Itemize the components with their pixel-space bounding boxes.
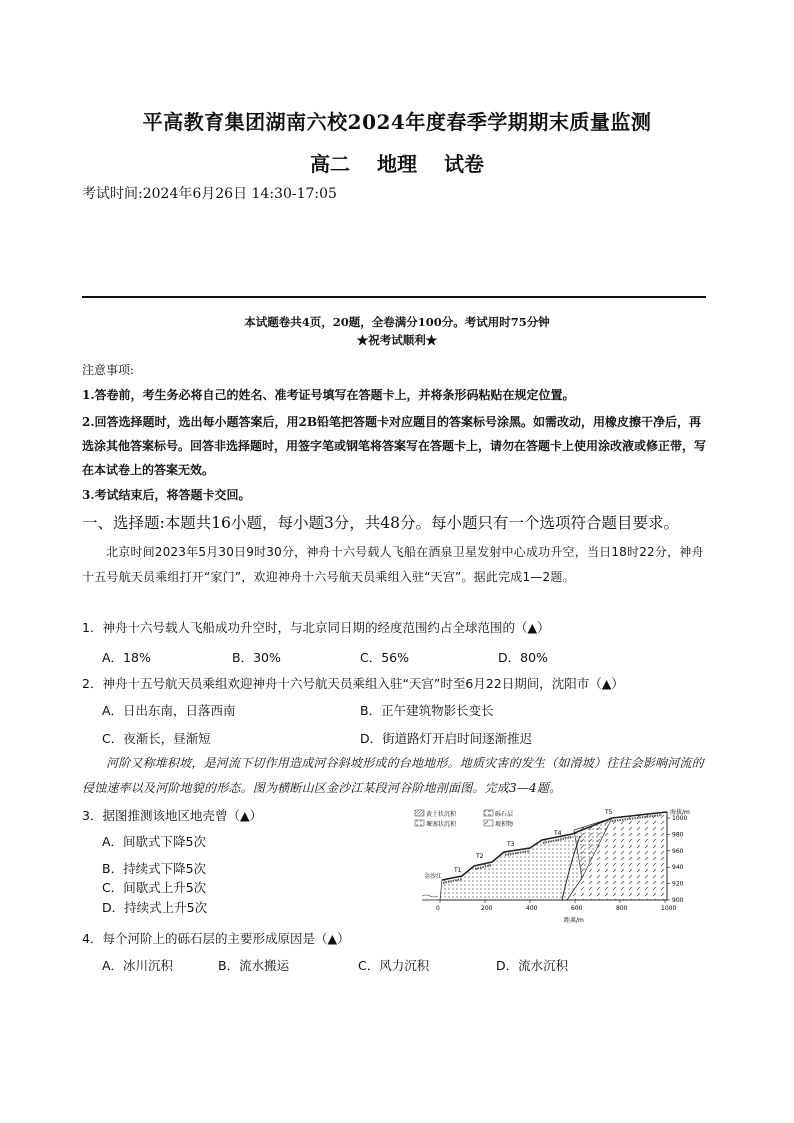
- question-3-stem: 3．据图推测该地区地壳曾（▲）: [82, 808, 263, 823]
- question-4-stem: 4．每个河阶上的砾石层的主要形成原因是（▲）: [82, 931, 350, 946]
- x-axis-title: 距离/m: [564, 917, 584, 924]
- question-2-stem: 2．神舟十五号航天员乘组欢迎神舟十六号航天员乘组入驻“天宫”时至6月22日期间，沈阳市（▲）: [82, 676, 624, 691]
- x-tick-label: 200: [481, 905, 493, 912]
- q3-option-b: B．持续式下降5次: [102, 861, 207, 876]
- q2-option-c: C．夜渐长，昼渐短: [102, 731, 211, 746]
- legend-colluvium: 坡积物: [495, 821, 514, 828]
- q3-option-d: D．持续式上升5次: [102, 900, 208, 915]
- q2-option-d: D．街道路灯开启时间逐渐推迟: [360, 731, 533, 746]
- good-luck-line: ★祝考试顺利★: [356, 333, 438, 347]
- q1-option-d: D．80%: [498, 650, 548, 665]
- terrace-profile-figure: [412, 808, 712, 926]
- note-2: 2.回答选择题时，选出每小题答案后，用2B铅笔把答题卡对应题目的答案标号涂黑。如需改动，用橡皮擦干净后，再选涂其他答案标号。回答非选择题时，用签字笔或钢笔将答案写在答题卡上，请勿在答题卡上使用涂改液或修正带，写在本试卷上的答案无效。: [82, 415, 707, 477]
- legend-swatch-colluvium: [484, 820, 493, 826]
- x-tick-label: 400: [526, 905, 538, 912]
- y-tick-label: 920: [672, 880, 684, 888]
- q1-option-c: C．56%: [360, 650, 410, 665]
- river-water: [422, 895, 438, 897]
- terrace-label-t3: T3: [507, 841, 515, 848]
- y-axis-title: 海拔/m: [670, 809, 690, 816]
- terrace-label-t1: T1: [454, 867, 462, 874]
- y-tick-label: 980: [672, 831, 684, 839]
- legend-swatch-dammed: [415, 820, 424, 826]
- q3-option-a: A．间歇式下降5次: [102, 834, 207, 849]
- legend-loess: 黄土状沉积: [426, 811, 457, 818]
- exam-time: 考试时间:2024年6月26日 14:30-17:05: [82, 186, 337, 202]
- page-title: 平高教育集团湖南六校2024年度春季学期期末质量监测: [142, 110, 652, 134]
- divider: [82, 296, 706, 298]
- q4-option-b: B．流水搬运: [218, 958, 290, 973]
- y-tick-label: 900: [672, 897, 684, 904]
- q2-option-a: A．日出东南，日落西南: [102, 703, 236, 718]
- legend-swatch-loess: [415, 810, 424, 816]
- x-tick-label: 0: [436, 905, 440, 912]
- q3-option-c: C．间歇式上升5次: [102, 880, 207, 895]
- note-1: 1.答卷前，考生务必将自己的姓名、准考证号填写在答题卡上，并将条形码粘贴在规定位置。: [82, 388, 575, 402]
- material-1: 北京时间2023年5月30日9时30分，神舟十六号载人飞船在酒泉卫星发射中心成功升空，当日18时22分，神舟十五号航天员乘组打开“家门”，欢迎神舟十六号航天员乘组入驻“天宫”。据此完成1—2题。: [82, 545, 704, 584]
- figure-legend: [415, 810, 513, 828]
- q4-option-d: D．流水沉积: [496, 958, 569, 973]
- section-heading: 一、选择题:本题共16小题，每小题3分，共48分。每小题只有一个选项符合题目要求。: [82, 514, 680, 532]
- y-tick-label: 960: [672, 847, 684, 855]
- y-tick-label: 1000: [672, 815, 688, 822]
- legend-swatch-gravel: [484, 810, 493, 816]
- x-tick-label: 800: [616, 905, 628, 912]
- paper-label: 试卷: [443, 152, 484, 176]
- x-tick-label: 1000: [661, 905, 677, 912]
- info-line: 本试题卷共4页，20题，全卷满分100分。考试用时75分钟: [244, 315, 550, 329]
- terrace-label-t4: T4: [554, 830, 562, 837]
- page-subtitle: [0, 148, 794, 177]
- q4-option-c: C．风力沉积: [358, 958, 430, 973]
- q1-option-a: A．18%: [102, 650, 151, 665]
- q1-option-b: B．30%: [232, 650, 281, 665]
- question-1-stem: 1．神舟十六号载人飞船成功升空时，与北京同日期的经度范围约占全球范围的（▲）: [82, 620, 550, 635]
- q2-option-b: B．正午建筑物影长变长: [360, 703, 494, 718]
- river-label: 金沙江: [424, 873, 443, 880]
- note-3: 3.考试结束后，将答题卡交回。: [82, 488, 251, 502]
- q4-option-a: A．冰川沉积: [102, 958, 174, 973]
- terrace-label-t5: T5: [605, 809, 613, 816]
- material-2: 河阶又称堆积坡，是河流下切作用造成河谷斜坡形成的台地地形。地质灾害的发生（如滑坡）往往会影响河流的侵蚀速率以及河阶地貌的形态。图为横断山区金沙江某段河谷阶地剖面图。完成3—4题。: [82, 756, 704, 795]
- subject-label: 地理: [377, 152, 417, 176]
- grade-label: 高二: [310, 152, 351, 176]
- legend-dammed: 堰塞状沉积: [426, 821, 457, 828]
- terrace-label-t2: T2: [476, 853, 484, 860]
- y-tick-label: 940: [672, 864, 684, 872]
- notes-heading: 注意事项:: [82, 363, 135, 377]
- legend-gravel: 砾石层: [495, 811, 514, 818]
- x-tick-label: 600: [571, 905, 583, 912]
